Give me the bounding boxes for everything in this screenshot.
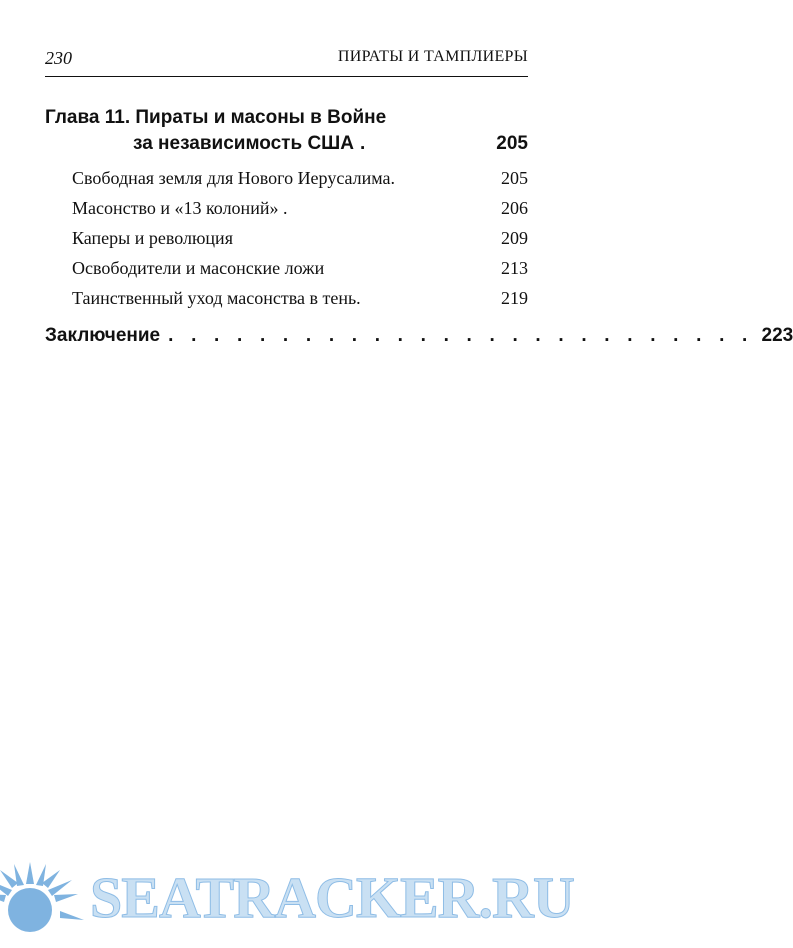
running-title: ПИРАТЫ И ТАМПЛИЕРЫ <box>337 48 528 65</box>
conclusion-page-number: 223 <box>761 325 793 346</box>
chapter-leader: . <box>359 133 366 154</box>
toc-entry-page: 209 <box>501 228 528 248</box>
toc-entry <box>45 253 528 283</box>
toc-entry <box>45 283 528 313</box>
toc-entry <box>45 223 528 253</box>
page-header <box>45 48 528 77</box>
toc-entry <box>45 193 528 223</box>
watermark-text: SEATRACKER.RU <box>90 865 574 930</box>
chapter-title-line-2 <box>45 131 528 157</box>
chapter-page-number: 205 <box>496 133 528 154</box>
toc-entry <box>45 163 528 193</box>
chapter-title-text-2: за независимость США <box>133 133 354 154</box>
chapter-title-line-1 <box>45 105 528 131</box>
toc-entry-page: 205 <box>501 168 528 188</box>
toc-entry-title: Таинственный уход масонства в тень. <box>72 288 361 308</box>
chapter-title-text-1: Глава 11. Пираты и масоны в Войне <box>45 107 387 128</box>
toc-entry-page: 219 <box>501 288 528 308</box>
table-of-contents <box>45 105 793 349</box>
conclusion-leader: . . . . . . . . . . . . . . . . . . . . . . . . . . <box>168 325 754 346</box>
toc-entry-title: Масонство и «13 колоний» . <box>72 198 288 218</box>
page-number: 230 <box>45 48 72 68</box>
conclusion-title: Заключение <box>45 325 161 346</box>
toc-entry-title: Каперы и революция <box>72 228 233 248</box>
toc-entry-page: 213 <box>501 258 528 278</box>
toc-entry-title: Освободители и масонские ложи <box>72 258 325 278</box>
watermark <box>0 858 574 945</box>
conclusion-entry <box>45 323 793 349</box>
toc-entry-title: Свободная земля для Нового Иерусалима. <box>72 168 396 188</box>
sun-icon <box>0 858 90 948</box>
toc-entry-page: 206 <box>501 198 528 218</box>
